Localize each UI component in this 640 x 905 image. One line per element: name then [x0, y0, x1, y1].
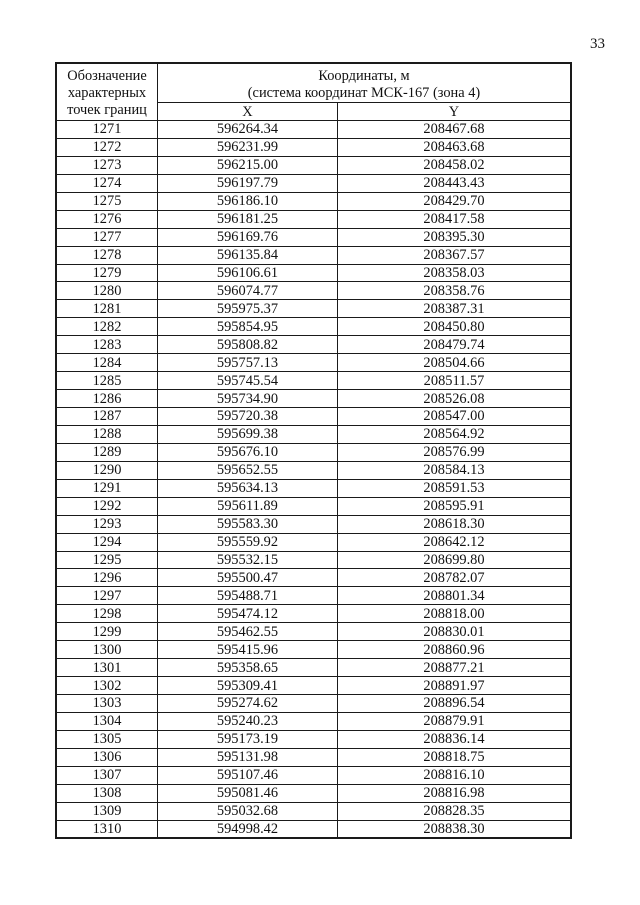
y-cell: 208816.10 [338, 766, 572, 784]
x-cell: 595975.37 [158, 300, 338, 318]
x-cell: 594998.42 [158, 820, 338, 838]
point-cell: 1281 [56, 300, 158, 318]
point-cell: 1288 [56, 425, 158, 443]
x-cell: 595462.55 [158, 623, 338, 641]
y-cell: 208504.66 [338, 354, 572, 372]
table-row [56, 372, 571, 390]
x-cell: 595474.12 [158, 605, 338, 623]
table-row [56, 138, 571, 156]
x-cell: 595173.19 [158, 730, 338, 748]
table-row [56, 730, 571, 748]
point-cell: 1274 [56, 174, 158, 192]
point-cell: 1277 [56, 228, 158, 246]
x-cell: 595415.96 [158, 641, 338, 659]
x-cell: 596264.34 [158, 121, 338, 139]
y-cell: 208458.02 [338, 156, 572, 174]
y-cell: 208818.00 [338, 605, 572, 623]
table-row [56, 497, 571, 515]
x-cell: 595500.47 [158, 569, 338, 587]
x-cell: 596074.77 [158, 282, 338, 300]
y-cell: 208782.07 [338, 569, 572, 587]
y-cell: 208526.08 [338, 390, 572, 408]
point-cell: 1298 [56, 605, 158, 623]
y-column-header: Y [338, 103, 572, 121]
x-cell: 596231.99 [158, 138, 338, 156]
coordinates-table [55, 62, 572, 839]
x-column-header: X [158, 103, 338, 121]
y-cell: 208879.91 [338, 712, 572, 730]
table-row [56, 354, 571, 372]
point-cell: 1280 [56, 282, 158, 300]
table-row [56, 605, 571, 623]
x-cell: 595107.46 [158, 766, 338, 784]
x-cell: 595240.23 [158, 712, 338, 730]
table-row [56, 336, 571, 354]
x-cell: 595358.65 [158, 659, 338, 677]
table-row [56, 264, 571, 282]
point-cell: 1275 [56, 192, 158, 210]
table-row [56, 533, 571, 551]
x-cell: 595634.13 [158, 479, 338, 497]
table-row [56, 300, 571, 318]
table-row [56, 551, 571, 569]
table-row [56, 569, 571, 587]
table-row [56, 174, 571, 192]
table-row [56, 659, 571, 677]
y-cell: 208816.98 [338, 784, 572, 802]
y-cell: 208443.43 [338, 174, 572, 192]
y-cell: 208564.92 [338, 425, 572, 443]
x-cell: 595699.38 [158, 425, 338, 443]
table-row [56, 641, 571, 659]
x-cell: 595032.68 [158, 802, 338, 820]
table-row [56, 228, 571, 246]
table-row [56, 210, 571, 228]
point-cell: 1278 [56, 246, 158, 264]
point-cell: 1283 [56, 336, 158, 354]
header-row [56, 63, 571, 103]
table-row [56, 712, 571, 730]
point-cell: 1271 [56, 121, 158, 139]
point-column-header: Обозначение характерных точек границ [56, 63, 158, 121]
coordinates-header [158, 63, 572, 103]
y-cell: 208395.30 [338, 228, 572, 246]
x-cell: 595734.90 [158, 390, 338, 408]
table-row [56, 156, 571, 174]
point-cell: 1305 [56, 730, 158, 748]
x-cell: 596181.25 [158, 210, 338, 228]
y-cell: 208463.68 [338, 138, 572, 156]
table-row [56, 443, 571, 461]
coordinates-header-system: (система координат МСК-167 (зона 4) [247, 85, 481, 101]
point-cell: 1299 [56, 623, 158, 641]
point-cell: 1273 [56, 156, 158, 174]
point-cell: 1304 [56, 712, 158, 730]
table-row [56, 820, 571, 838]
x-cell: 595488.71 [158, 587, 338, 605]
y-cell: 208417.58 [338, 210, 572, 228]
table-row [56, 408, 571, 426]
y-cell: 208838.30 [338, 820, 572, 838]
y-cell: 208699.80 [338, 551, 572, 569]
table-row [56, 748, 571, 766]
x-cell: 595532.15 [158, 551, 338, 569]
y-cell: 208576.99 [338, 443, 572, 461]
table-row [56, 802, 571, 820]
point-cell: 1295 [56, 551, 158, 569]
point-cell: 1296 [56, 569, 158, 587]
x-cell: 595081.46 [158, 784, 338, 802]
point-cell: 1286 [56, 390, 158, 408]
x-cell: 595757.13 [158, 354, 338, 372]
y-cell: 208836.14 [338, 730, 572, 748]
point-cell: 1306 [56, 748, 158, 766]
point-cell: 1292 [56, 497, 158, 515]
y-cell: 208584.13 [338, 461, 572, 479]
point-cell: 1307 [56, 766, 158, 784]
point-cell: 1297 [56, 587, 158, 605]
point-cell: 1285 [56, 372, 158, 390]
y-cell: 208450.80 [338, 318, 572, 336]
x-cell: 596186.10 [158, 192, 338, 210]
point-cell: 1309 [56, 802, 158, 820]
coordinates-header-title: Координаты, м [318, 68, 410, 84]
table-row [56, 784, 571, 802]
point-cell: 1282 [56, 318, 158, 336]
point-cell: 1279 [56, 264, 158, 282]
point-cell: 1310 [56, 820, 158, 838]
page-number: 33 [590, 36, 605, 52]
y-cell: 208891.97 [338, 677, 572, 695]
y-cell: 208358.03 [338, 264, 572, 282]
y-cell: 208595.91 [338, 497, 572, 515]
x-cell: 596106.61 [158, 264, 338, 282]
x-cell: 595559.92 [158, 533, 338, 551]
table-row [56, 766, 571, 784]
point-cell: 1294 [56, 533, 158, 551]
table-row [56, 461, 571, 479]
table-row [56, 390, 571, 408]
table-row [56, 318, 571, 336]
y-cell: 208429.70 [338, 192, 572, 210]
point-cell: 1300 [56, 641, 158, 659]
y-cell: 208511.57 [338, 372, 572, 390]
table-row [56, 425, 571, 443]
table-row [56, 121, 571, 139]
x-cell: 595808.82 [158, 336, 338, 354]
table-row [56, 677, 571, 695]
y-cell: 208828.35 [338, 802, 572, 820]
point-cell: 1302 [56, 677, 158, 695]
x-cell: 595745.54 [158, 372, 338, 390]
point-cell: 1289 [56, 443, 158, 461]
x-cell: 595131.98 [158, 748, 338, 766]
y-cell: 208547.00 [338, 408, 572, 426]
y-cell: 208591.53 [338, 479, 572, 497]
point-cell: 1272 [56, 138, 158, 156]
y-cell: 208479.74 [338, 336, 572, 354]
point-cell: 1284 [56, 354, 158, 372]
x-cell: 596169.76 [158, 228, 338, 246]
y-cell: 208801.34 [338, 587, 572, 605]
table-row [56, 282, 571, 300]
x-cell: 596135.84 [158, 246, 338, 264]
table-row [56, 515, 571, 533]
x-cell: 595720.38 [158, 408, 338, 426]
table-header [56, 63, 571, 121]
point-cell: 1303 [56, 695, 158, 713]
x-cell: 595676.10 [158, 443, 338, 461]
y-cell: 208358.76 [338, 282, 572, 300]
x-cell: 595309.41 [158, 677, 338, 695]
table-row [56, 246, 571, 264]
table-row [56, 623, 571, 641]
x-cell: 595854.95 [158, 318, 338, 336]
point-cell: 1291 [56, 479, 158, 497]
point-cell: 1276 [56, 210, 158, 228]
point-cell: 1293 [56, 515, 158, 533]
y-cell: 208860.96 [338, 641, 572, 659]
table-row [56, 695, 571, 713]
x-cell: 595611.89 [158, 497, 338, 515]
x-cell: 596197.79 [158, 174, 338, 192]
y-cell: 208830.01 [338, 623, 572, 641]
table-row [56, 479, 571, 497]
point-cell: 1308 [56, 784, 158, 802]
y-cell: 208896.54 [338, 695, 572, 713]
table-row [56, 192, 571, 210]
y-cell: 208877.21 [338, 659, 572, 677]
point-cell: 1301 [56, 659, 158, 677]
y-cell: 208387.31 [338, 300, 572, 318]
x-cell: 595583.30 [158, 515, 338, 533]
y-cell: 208818.75 [338, 748, 572, 766]
y-cell: 208642.12 [338, 533, 572, 551]
point-cell: 1290 [56, 461, 158, 479]
table-row [56, 587, 571, 605]
table-body [56, 121, 571, 839]
point-cell: 1287 [56, 408, 158, 426]
y-cell: 208367.57 [338, 246, 572, 264]
x-cell: 595274.62 [158, 695, 338, 713]
x-cell: 596215.00 [158, 156, 338, 174]
x-cell: 595652.55 [158, 461, 338, 479]
y-cell: 208618.30 [338, 515, 572, 533]
y-cell: 208467.68 [338, 121, 572, 139]
